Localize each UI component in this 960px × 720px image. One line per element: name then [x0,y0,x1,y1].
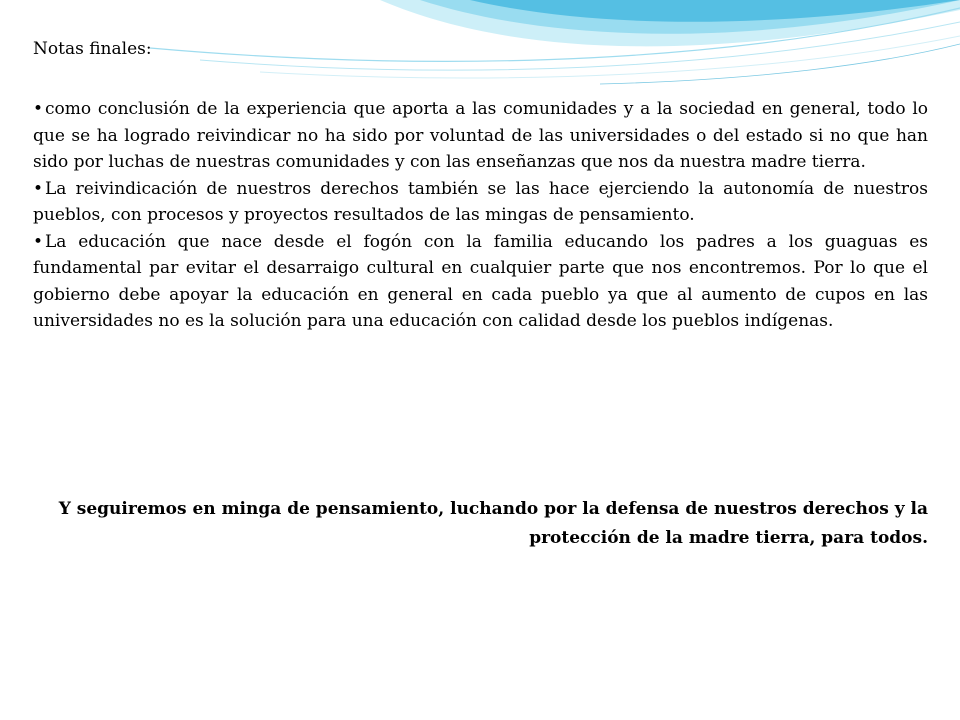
list-item [33,176,928,229]
list-item [33,96,928,176]
closing-statement: Y seguiremos en minga de pensamiento, luchando por la defensa de nuestros derechos y la protección de la madre tierra, para todos. [58,499,928,548]
notes-heading: Notas finales: [33,39,152,59]
bullet-text: como conclusión de la experiencia que aporta a las comunidades y a la sociedad en general, todo lo que se ha logrado reivindicar no ha sido por voluntad de las universidades o del estado si no que han sido por luchas de nuestras comunidades y con las enseñanzas que nos da nuestra madre tierra. [33,99,928,172]
bullet-text: La educación que nace desde el fogón con la familia educando los padres a los guaguas es fundamental par evitar el desarraigo cultural en cualquier parte que nos encontremos. Por lo que el gobierno debe apoyar la educación en general en cada pueblo ya que al aumento de cupos en las universidades no es la solución para una educación con calidad desde los pueblos indígenas. [33,231,928,331]
bullet-icon: • [33,99,44,119]
notes-list [33,96,928,335]
bullet-icon: • [33,231,44,252]
bullet-text: La reivindicación de nuestros derechos también se las hace ejerciendo la autonomía de nuestros pueblos, con procesos y proyectos resultados de las mingas de pensamiento. [33,178,928,225]
bullet-icon: • [33,178,44,199]
list-item [33,229,928,335]
